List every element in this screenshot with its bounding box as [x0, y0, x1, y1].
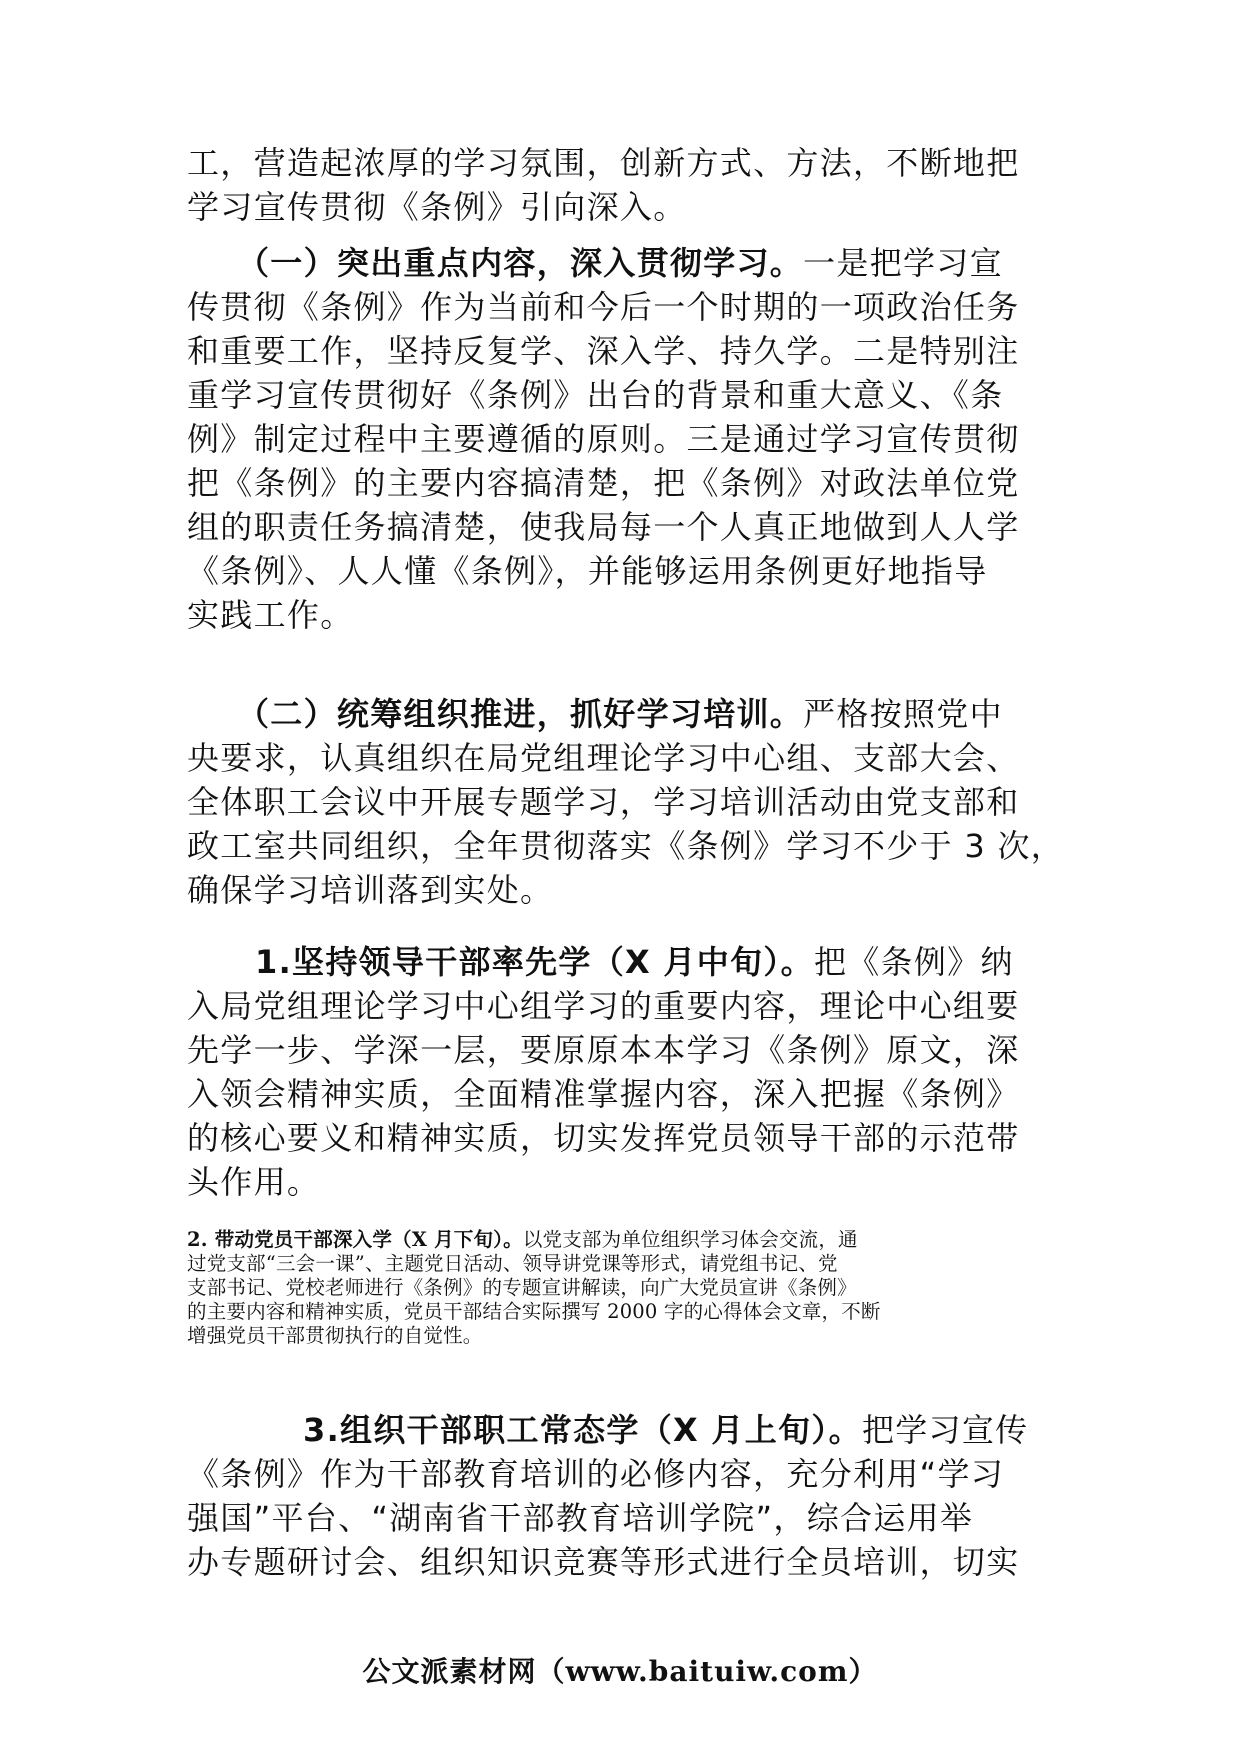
section-heading: （二）统筹组织推进，抓好学习培训。 — [237, 695, 804, 733]
item-heading: 1.坚持领导干部率先学（X 月中旬）。 — [255, 943, 814, 981]
paragraph-text: 把《条例》纳 — [813, 943, 1014, 981]
paragraph-line: 重学习宣传贯彻好《条例》出台的背景和重大意义、《条 — [187, 376, 1004, 414]
paragraph-first-line — [187, 241, 1057, 285]
paragraph-line: 入局党组理论学习中心组学习的重要内容，理论中心组要 — [187, 987, 1020, 1025]
paragraph-first-line — [187, 1408, 1057, 1452]
paragraph-line: 先学一步、学深一层，要原原本本学习《条例》原文，深 — [187, 1031, 1020, 1069]
paragraph-line: 《条例》、人人懂《条例》，并能够运用条例更好地指导 — [187, 552, 988, 590]
footer-watermark: 公文派素材网（www.baituiw.com） — [362, 1655, 878, 1688]
item-1-paragraph — [187, 940, 1057, 1204]
item-heading: 3.组织干部职工常态学（X 月上旬）。 — [303, 1411, 862, 1449]
paragraph-line: 央要求，认真组织在局党组理论学习中心组、支部大会、 — [187, 739, 1020, 777]
paragraph-line: 办专题研讨会、组织知识竞赛等形式进行全员培训，切实 — [187, 1543, 1020, 1581]
paragraph-line: 的核心要义和精神实质，切实发挥党员领导干部的示范带 — [187, 1119, 1020, 1157]
paragraph-line: 实践工作。 — [187, 596, 354, 634]
intro-paragraph — [187, 141, 1057, 229]
paragraph-text: 把学习宣传 — [861, 1411, 1029, 1449]
item-3-paragraph — [187, 1408, 1057, 1584]
paragraph-line: 把《条例》的主要内容搞清楚，把《条例》对政法单位党 — [187, 464, 1020, 502]
paragraph-text: 一是把学习宣 — [803, 244, 1003, 282]
paragraph-line: 支部书记、党校老师进行《条例》的专题宣讲解读，向广大党员宣讲《条例》 — [187, 1276, 857, 1299]
paragraph-line: 的主要内容和精神实质，党员干部结合实际撰写 2000 字的心得体会文章，不断 — [187, 1300, 881, 1323]
section-2-paragraph — [187, 692, 1065, 912]
paragraph-line: 强国”平台、“湖南省干部教育培训学院”，综合运用举 — [187, 1499, 974, 1537]
paragraph-line: 例》制定过程中主要遵循的原则。三是通过学习宣传贯彻 — [187, 420, 1020, 458]
paragraph-line: 传贯彻《条例》作为当前和今后一个时期的一项政治任务 — [187, 288, 1020, 326]
paragraph-line: 过党支部“三会一课”、主题党日活动、领导讲党课等形式，请党组书记、党 — [187, 1252, 838, 1275]
paragraph-line: 和重要工作，坚持反复学、深入学、持久学。二是特别注 — [187, 332, 1020, 370]
paragraph-first-line — [187, 692, 1057, 736]
paragraph-text: 严格按照党中 — [803, 695, 1003, 733]
paragraph-first-line — [187, 940, 1057, 984]
paragraph-line: 头作用。 — [187, 1163, 321, 1201]
paragraph-line: 全体职工会议中开展专题学习，学习培训活动由党支部和 — [187, 783, 1020, 821]
paragraph-line: 学习宣传贯彻《条例》引向深入。 — [187, 188, 687, 226]
paragraph-line: 确保学习培训落到实处。 — [187, 871, 554, 909]
paragraph-text: 以党支部为单位组织学习体会交流，通 — [522, 1228, 858, 1251]
paragraph-first-line — [187, 1228, 1057, 1252]
paragraph-line: 组的职责任务搞清楚，使我局每一个人真正地做到人人学 — [187, 508, 1020, 546]
section-1-paragraph — [187, 241, 1057, 637]
paragraph-line: 《条例》作为干部教育培训的必修内容，充分利用“学习 — [187, 1455, 1005, 1493]
paragraph-line: 工，营造起浓厚的学习氛围，创新方式、方法，不断地把 — [187, 144, 1020, 182]
paragraph-line: 政工室共同组织，全年贯彻落实《条例》学习不少于 3 次， — [187, 827, 1065, 865]
item-2-paragraph — [187, 1228, 1057, 1348]
paragraph-line: 入领会精神实质，全面精准掌握内容，深入把握《条例》 — [187, 1075, 1020, 1113]
item-heading: 2. 带动党员干部深入学（X 月下旬）。 — [187, 1228, 523, 1251]
section-heading: （一）突出重点内容，深入贯彻学习。 — [237, 244, 804, 282]
paragraph-line: 增强党员干部贯彻执行的自觉性。 — [187, 1324, 483, 1347]
